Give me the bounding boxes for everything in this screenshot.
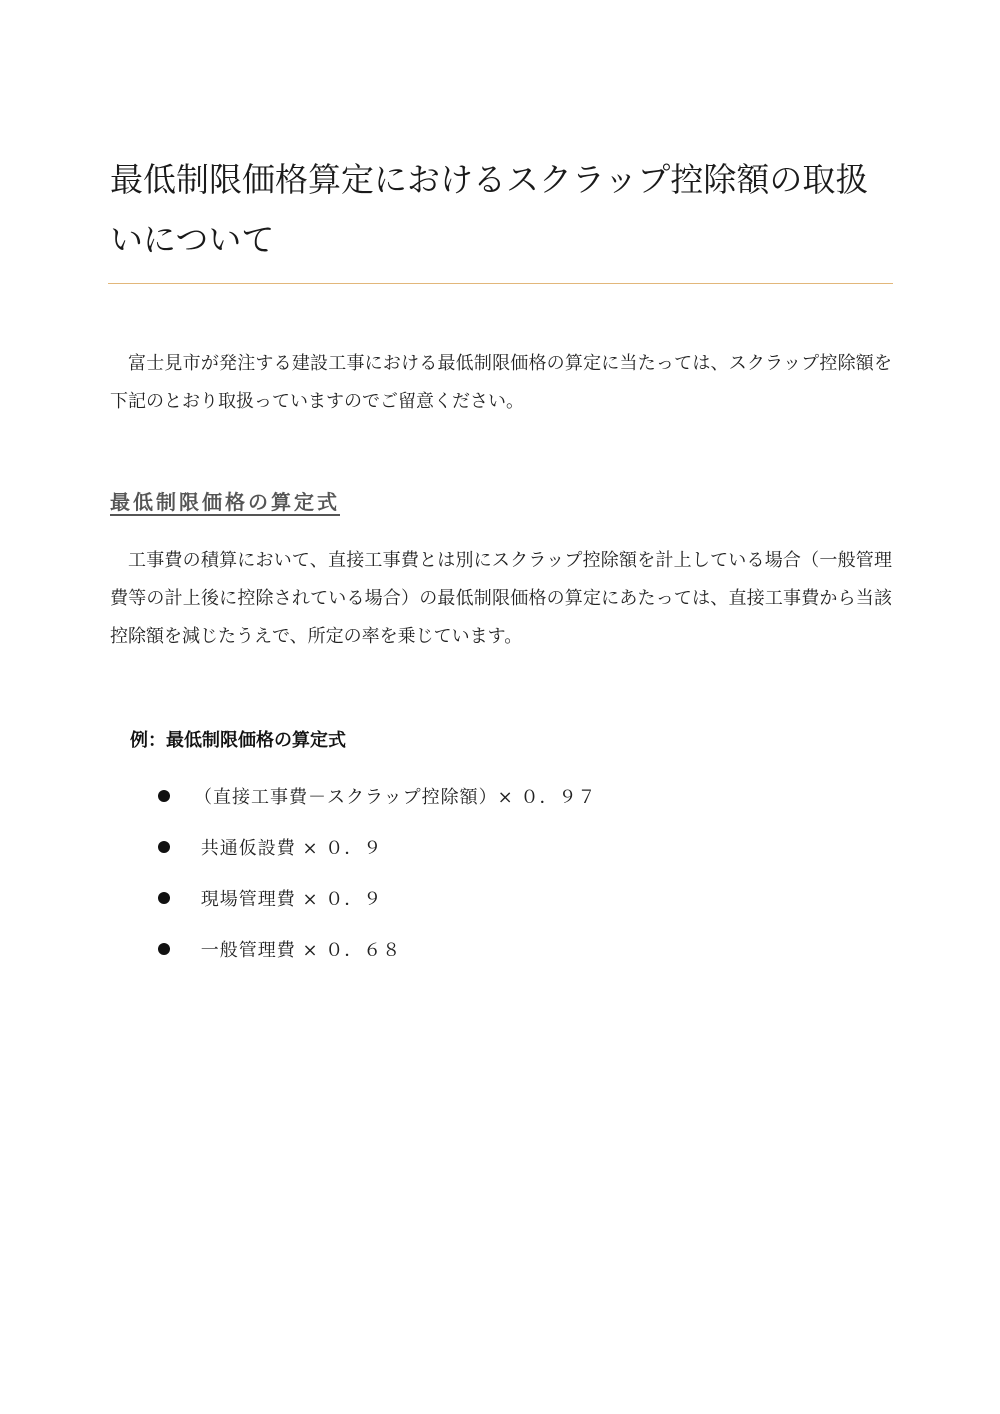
- bullet-icon: [158, 892, 170, 904]
- formula-text: （直接工事費－スクラップ控除額）× ０．９７: [194, 786, 597, 808]
- intro-paragraph: 富士見市が発注する建設工事における最低制限価格の算定に当たっては、スクラップ控除額を下記のとおり取扱っていますのでご留意ください。: [110, 353, 892, 412]
- bullet-icon: [158, 790, 170, 802]
- list-item: [158, 821, 596, 872]
- list-item: [158, 770, 596, 821]
- formula-text: 共通仮設費 × ０．９: [194, 837, 383, 859]
- formula-text: 現場管理費 × ０．９: [194, 888, 383, 910]
- formula-list: [158, 770, 596, 974]
- example-label: 例：最低制限価格の算定式: [130, 730, 346, 751]
- bullet-icon: [158, 943, 170, 955]
- list-item: [158, 923, 596, 974]
- page-title: 最低制限価格算定におけるスクラップ控除額の取扱いについて: [110, 160, 869, 259]
- list-item: [158, 872, 596, 923]
- section-body-paragraph: 工事費の積算において、直接工事費とは別にスクラップ控除額を計上している場合（一般管理費等の計上後に控除されている場合）の最低制限価格の算定にあたっては、直接工事費から当該控除額を減じたうえで、所定の率を乗じています。: [110, 550, 892, 647]
- section-heading: 最低制限価格の算定式: [110, 490, 340, 514]
- title-divider: [108, 283, 893, 284]
- bullet-icon: [158, 841, 170, 853]
- formula-text: 一般管理費 × ０．６８: [194, 939, 402, 961]
